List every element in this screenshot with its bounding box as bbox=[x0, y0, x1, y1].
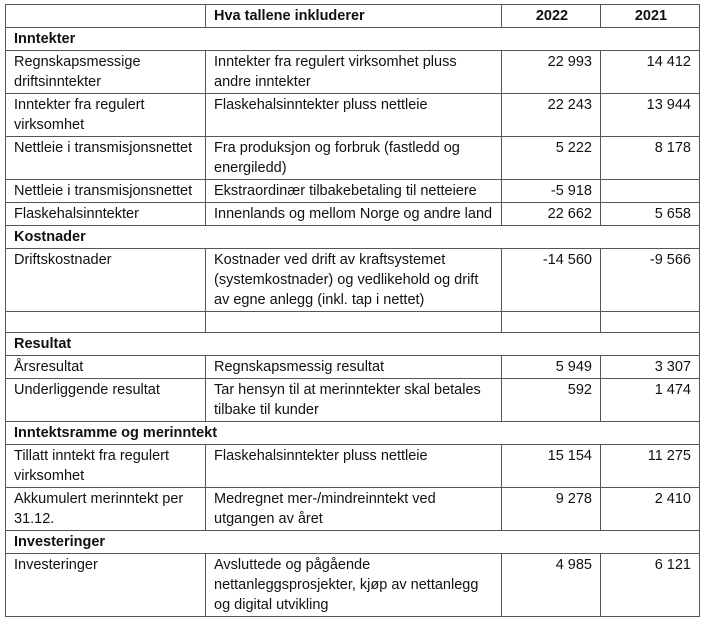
value-2021: 11 275 bbox=[601, 445, 700, 488]
section-row-resultat bbox=[6, 333, 700, 356]
section-title: Investeringer bbox=[6, 531, 700, 554]
row-description: Fra produksjon og forbruk (fastledd og energiledd) bbox=[206, 137, 502, 180]
table-row bbox=[6, 180, 700, 203]
table-row bbox=[6, 249, 700, 312]
financial-table-container bbox=[5, 4, 700, 617]
row-description: Tar hensyn til at merinntekter skal betales tilbake til kunder bbox=[206, 379, 502, 422]
value-2022: 9 278 bbox=[502, 488, 601, 531]
row-label: Nettleie i transmisjonsnettet bbox=[6, 137, 206, 180]
value-2021: 13 944 bbox=[601, 94, 700, 137]
value-2021: 1 474 bbox=[601, 379, 700, 422]
financial-table bbox=[5, 4, 700, 617]
value-2022: -14 560 bbox=[502, 249, 601, 312]
header-label bbox=[6, 5, 206, 28]
value-2021: 2 410 bbox=[601, 488, 700, 531]
row-label: Flaskehalsinntekter bbox=[6, 203, 206, 226]
row-description: Ekstraordinær tilbakebetaling til netteiere bbox=[206, 180, 502, 203]
section-row-investeringer bbox=[6, 531, 700, 554]
row-description: Flaskehalsinntekter pluss nettleie bbox=[206, 445, 502, 488]
section-title: Inntektsramme og merinntekt bbox=[6, 422, 700, 445]
value-2021: 8 178 bbox=[601, 137, 700, 180]
header-row bbox=[6, 5, 700, 28]
value-2021: 6 121 bbox=[601, 554, 700, 617]
header-year-2022: 2022 bbox=[502, 5, 601, 28]
value-2022: -5 918 bbox=[502, 180, 601, 203]
row-label: Driftskostnader bbox=[6, 249, 206, 312]
empty-cell bbox=[6, 312, 206, 333]
row-label: Årsresultat bbox=[6, 356, 206, 379]
section-title: Kostnader bbox=[6, 226, 700, 249]
table-row bbox=[6, 51, 700, 94]
row-label: Inntekter fra regulert virksomhet bbox=[6, 94, 206, 137]
section-row-inntektsramme bbox=[6, 422, 700, 445]
header-description: Hva tallene inkluderer bbox=[206, 5, 502, 28]
row-description: Medregnet mer-/mindreinntekt ved utgangen av året bbox=[206, 488, 502, 531]
value-2022: 22 993 bbox=[502, 51, 601, 94]
value-2021: -9 566 bbox=[601, 249, 700, 312]
table-row bbox=[6, 94, 700, 137]
section-title: Resultat bbox=[6, 333, 700, 356]
table-row bbox=[6, 445, 700, 488]
empty-cell bbox=[502, 312, 601, 333]
value-2022: 5 949 bbox=[502, 356, 601, 379]
value-2022: 4 985 bbox=[502, 554, 601, 617]
value-2022: 22 662 bbox=[502, 203, 601, 226]
row-label: Underliggende resultat bbox=[6, 379, 206, 422]
value-2021: 3 307 bbox=[601, 356, 700, 379]
value-2022: 22 243 bbox=[502, 94, 601, 137]
row-description: Kostnader ved drift av kraftsystemet (systemkostnader) og vedlikehold og drift av egne anlegg (inkl. tap i nettet) bbox=[206, 249, 502, 312]
table-row bbox=[6, 554, 700, 617]
empty-cell bbox=[601, 312, 700, 333]
table-row bbox=[6, 379, 700, 422]
row-label: Akkumulert merinntekt per 31.12. bbox=[6, 488, 206, 531]
value-2021: 5 658 bbox=[601, 203, 700, 226]
table-row bbox=[6, 356, 700, 379]
section-title: Inntekter bbox=[6, 28, 700, 51]
row-description: Inntekter fra regulert virksomhet pluss andre inntekter bbox=[206, 51, 502, 94]
value-2022: 15 154 bbox=[502, 445, 601, 488]
row-description: Avsluttede og pågående nettanleggsprosjekter, kjøp av nettanlegg og digital utvikling bbox=[206, 554, 502, 617]
row-description: Regnskapsmessig resultat bbox=[206, 356, 502, 379]
value-2022: 592 bbox=[502, 379, 601, 422]
row-description: Flaskehalsinntekter pluss nettleie bbox=[206, 94, 502, 137]
section-row-inntekter bbox=[6, 28, 700, 51]
row-label: Tillatt inntekt fra regulert virksomhet bbox=[6, 445, 206, 488]
row-label: Investeringer bbox=[6, 554, 206, 617]
row-description: Innenlands og mellom Norge og andre land bbox=[206, 203, 502, 226]
table-row bbox=[6, 488, 700, 531]
header-year-2021: 2021 bbox=[601, 5, 700, 28]
row-label: Regnskapsmessige driftsinntekter bbox=[6, 51, 206, 94]
row-label: Nettleie i transmisjonsnettet bbox=[6, 180, 206, 203]
empty-cell bbox=[206, 312, 502, 333]
table-row bbox=[6, 203, 700, 226]
value-2021 bbox=[601, 180, 700, 203]
section-row-kostnader bbox=[6, 226, 700, 249]
table-row bbox=[6, 137, 700, 180]
empty-row bbox=[6, 312, 700, 333]
value-2022: 5 222 bbox=[502, 137, 601, 180]
value-2021: 14 412 bbox=[601, 51, 700, 94]
